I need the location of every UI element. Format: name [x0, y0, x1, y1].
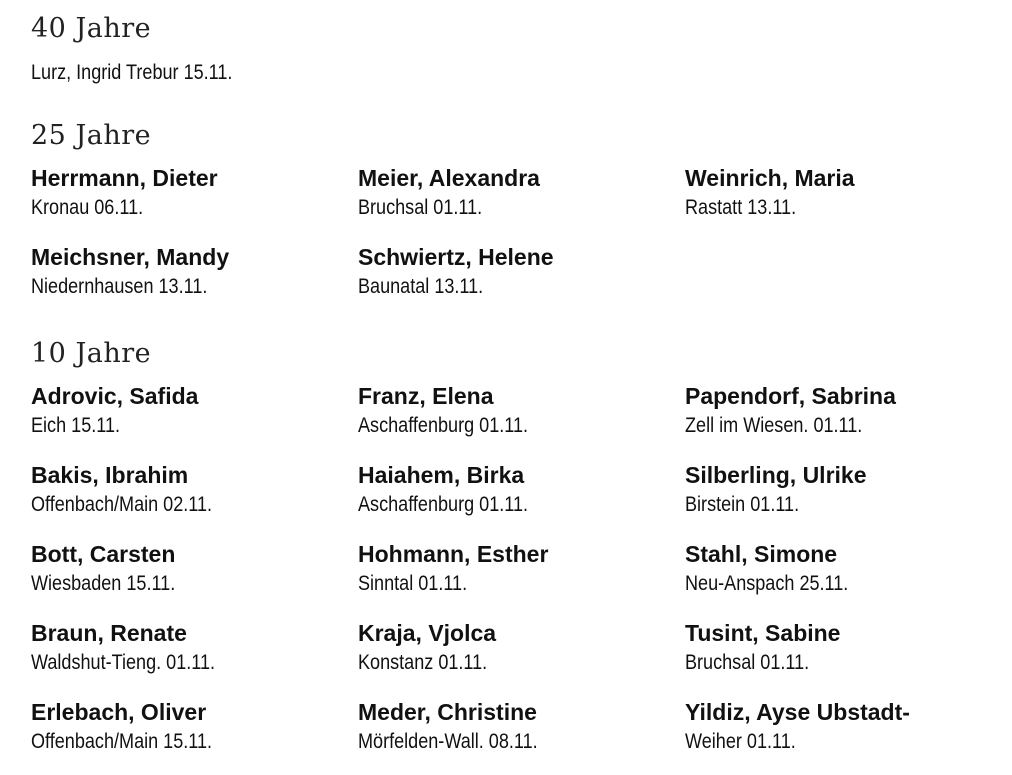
- location-date: Mörfelden-Wall. 08.11.: [358, 730, 538, 753]
- employee-name: Herrmann, Dieter: [31, 165, 218, 191]
- location-date: Waldshut-Tieng. 01.11.: [31, 651, 216, 674]
- employee-name: Meichsner, Mandy: [31, 244, 230, 270]
- location-date: Zell im Wiesen. 01.11.: [685, 414, 863, 437]
- location-date: Rastatt 13.11.: [685, 196, 797, 219]
- location-date: Offenbach/Main 02.11.: [31, 493, 213, 516]
- anniversary-entry: [31, 381, 351, 441]
- anniversary-entry: [358, 242, 678, 302]
- employee-name: Kraja, Vjolca: [358, 620, 497, 646]
- anniversary-entry: [358, 163, 678, 223]
- anniversary-entry: [685, 618, 1005, 678]
- employee-name: Braun, Renate: [31, 620, 187, 646]
- employee-name: Tusint, Sabine: [685, 620, 841, 646]
- section-heading-40-jahre: 40 Jahre: [31, 13, 152, 44]
- employee-name: Meder, Christine: [358, 699, 537, 725]
- anniversary-entry: [685, 697, 1005, 757]
- anniversary-entry: [31, 618, 351, 678]
- location-date: Aschaffenburg 01.11.: [358, 414, 529, 437]
- location-date: Weiher 01.11.: [685, 730, 796, 753]
- section-heading-25-jahre: 25 Jahre: [31, 120, 152, 151]
- employee-name: Erlebach, Oliver: [31, 699, 207, 725]
- location-date: Sinntal 01.11.: [358, 572, 468, 595]
- employee-name: Bott, Carsten: [31, 541, 176, 567]
- location-date: Wiesbaden 15.11.: [31, 572, 176, 595]
- location-date: Birstein 01.11.: [685, 493, 800, 516]
- location-date: Bruchsal 01.11.: [358, 196, 483, 219]
- anniversary-entry: [358, 460, 678, 520]
- anniversary-entry: [31, 539, 351, 599]
- employee-name: Yildiz, Ayse Ubstadt-: [685, 699, 910, 725]
- anniversary-entry: [31, 242, 351, 302]
- location-date: Eich 15.11.: [31, 414, 121, 437]
- anniversary-entry: [685, 539, 1005, 599]
- location-date: Niedernhausen 13.11.: [31, 275, 208, 298]
- location-date: Bruchsal 01.11.: [685, 651, 810, 674]
- employee-name: Franz, Elena: [358, 383, 494, 409]
- employee-name: Bakis, Ibrahim: [31, 462, 189, 488]
- employee-name: Weinrich, Maria: [685, 165, 855, 191]
- anniversary-entry: Lurz, Ingrid Trebur 15.11.: [31, 61, 233, 84]
- employee-name: Meier, Alexandra: [358, 165, 540, 191]
- location-date: Kronau 06.11.: [31, 196, 144, 219]
- anniversary-entry: [685, 460, 1005, 520]
- anniversary-entry: [358, 539, 678, 599]
- anniversary-entry: [31, 163, 351, 223]
- location-date: Baunatal 13.11.: [358, 275, 484, 298]
- employee-name: Papendorf, Sabrina: [685, 383, 896, 409]
- location-date: Offenbach/Main 15.11.: [31, 730, 213, 753]
- employee-name: Stahl, Simone: [685, 541, 838, 567]
- location-date: Neu-Anspach 25.11.: [685, 572, 849, 595]
- anniversary-entry: [31, 460, 351, 520]
- anniversary-entry: [358, 381, 678, 441]
- location-date: Aschaffenburg 01.11.: [358, 493, 529, 516]
- employee-name: Silberling, Ulrike: [685, 462, 867, 488]
- anniversary-entry: [31, 697, 351, 757]
- section-heading-10-jahre: 10 Jahre: [31, 338, 152, 369]
- anniversary-entry: [358, 618, 678, 678]
- location-date: Konstanz 01.11.: [358, 651, 488, 674]
- employee-name: Schwiertz, Helene: [358, 244, 554, 270]
- employee-name: Adrovic, Safida: [31, 383, 199, 409]
- employee-name: Hohmann, Esther: [358, 541, 549, 567]
- anniversary-entry: [685, 381, 1005, 441]
- employee-name: Haiahem, Birka: [358, 462, 525, 488]
- anniversary-entry: [358, 697, 678, 757]
- anniversary-entry: [685, 163, 1005, 223]
